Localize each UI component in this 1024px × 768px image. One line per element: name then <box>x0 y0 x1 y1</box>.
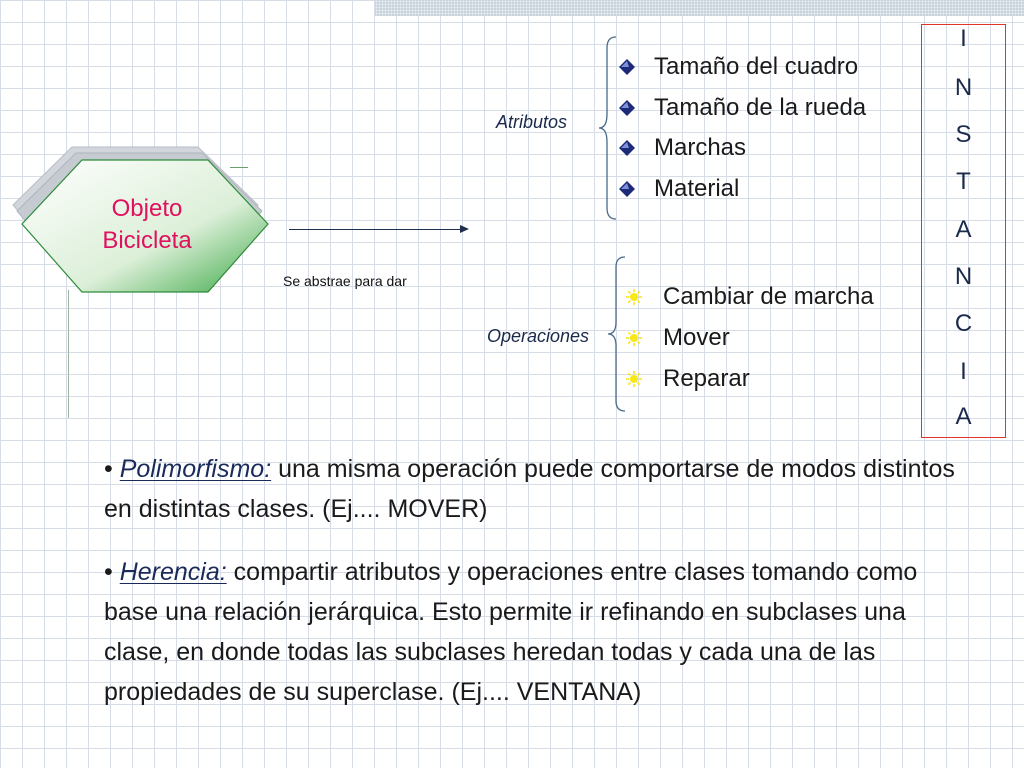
sun-bullet-icon <box>626 330 642 346</box>
diamond-bullet-icon <box>619 100 635 116</box>
instancia-letter: S <box>955 121 972 148</box>
attribute-item <box>619 128 866 169</box>
instancia-letter: A <box>955 403 972 430</box>
diamond-bullet-icon <box>619 140 635 156</box>
operations-label: Operaciones <box>487 326 590 346</box>
decorative-line-vertical <box>68 290 69 418</box>
instancia-letter: C <box>954 310 973 337</box>
instancia-box <box>921 24 1006 438</box>
operation-label: Reparar <box>663 364 750 392</box>
attribute-item <box>619 88 866 129</box>
paragraph-term: Herencia: <box>119 558 227 586</box>
decorative-top-bar <box>375 0 1024 16</box>
diamond-bullet-icon <box>619 181 635 197</box>
attribute-label: Material <box>654 174 740 202</box>
instancia-letter: I <box>960 358 967 385</box>
paragraph-text: compartir atributos y operaciones entre clases tomando como base una relación jerárquica. Esto permite ir refinando en subclases una clase, en donde todas las subclases heredan todas y cada una de las propiedades de su superclase. (Ej.... VENTANA) <box>104 558 918 706</box>
instancia-letter: N <box>954 74 973 101</box>
attribute-label: Tamaño del cuadro <box>654 53 859 81</box>
attributes-label: Atributos <box>496 112 568 132</box>
paragraph-term: Polimorfismo: <box>119 455 272 483</box>
object-label <box>22 160 272 290</box>
diamond-bullet-icon <box>619 59 635 75</box>
instancia-letter: T <box>956 168 971 195</box>
arrow-caption: Se abstrae para dar <box>283 273 407 289</box>
attribute-label: Tamaño de la rueda <box>654 93 867 121</box>
sun-bullet-icon <box>626 371 642 387</box>
paragraph-text: una misma operación puede comportarse de modos distintos en distintas clases. (Ej.... MOVER) <box>104 455 955 523</box>
polimorfismo-paragraph <box>104 449 974 529</box>
operations-list <box>626 276 874 399</box>
object-label-line1: Objeto <box>111 195 183 222</box>
herencia-paragraph <box>104 552 974 712</box>
sun-bullet-icon <box>626 289 642 305</box>
operation-item <box>626 276 874 317</box>
operation-label: Mover <box>663 323 730 351</box>
attribute-label: Marchas <box>654 134 747 162</box>
instancia-letter: I <box>960 25 967 52</box>
bullet: • <box>104 455 113 483</box>
bullet: • <box>104 558 113 586</box>
instancia-letter: N <box>954 263 973 290</box>
attribute-item <box>619 47 866 88</box>
operation-item <box>626 358 874 399</box>
attributes-list <box>619 47 866 209</box>
object-label-line2: Bicicleta <box>102 227 192 254</box>
arrow-head-icon <box>460 225 469 233</box>
operation-label: Cambiar de marcha <box>663 282 874 310</box>
instancia-letter: A <box>955 216 972 243</box>
operation-item <box>626 317 874 358</box>
attribute-item <box>619 169 866 210</box>
abstraction-arrow-line <box>289 229 461 230</box>
attributes-brace <box>596 36 620 220</box>
